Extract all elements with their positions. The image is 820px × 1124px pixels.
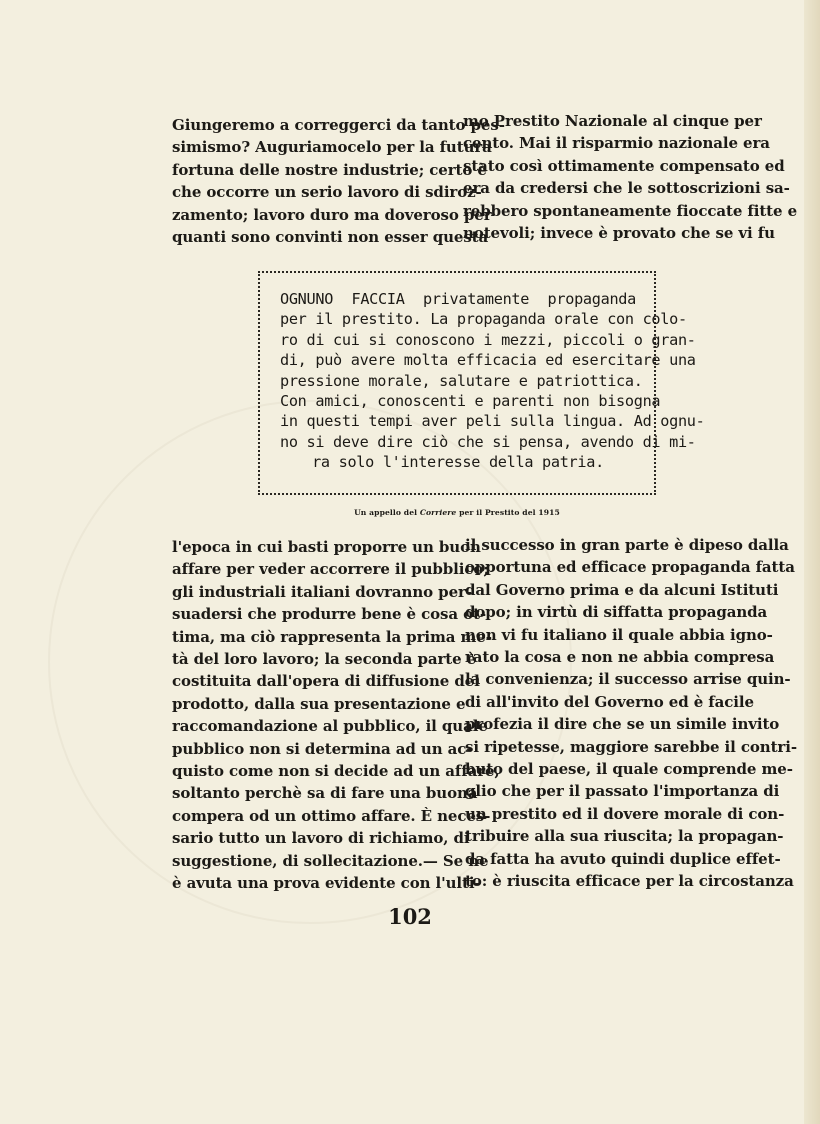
- text-line: che occorre un serio lavoro di sdiroz-: [172, 183, 482, 202]
- text-line: prodotto, dalla sua presentazione e: [172, 694, 466, 713]
- text-line: stato così ottimamente compensato ed: [463, 156, 785, 175]
- text-line: raccomandazione al pubblico, il quale: [172, 717, 488, 736]
- text-line: dal Governo prima e da alcuni Istituti: [465, 580, 779, 599]
- text-line: dopo; in virtù di siffatta propaganda: [465, 603, 768, 622]
- text-line: Giungeremo a correggerci da tanto pes-: [172, 116, 505, 134]
- text-line: l'epoca in cui basti proporre un buon: [172, 538, 481, 556]
- text-line: non vi fu italiano il quale abbia igno-: [465, 625, 773, 644]
- page-edge: [804, 0, 820, 1124]
- text-line: si ripetesse, maggiore sarebbe il contri-: [465, 737, 797, 756]
- caption-newspaper-name: Corriere: [419, 508, 457, 517]
- text-line: affare per veder accorrere il pubblico;: [172, 560, 489, 579]
- text-column-top-right: [463, 110, 798, 244]
- text-line: da fatta ha avuto quindi duplice effet-: [465, 849, 781, 868]
- text-line: simismo? Auguriamocelo per la futura: [172, 138, 492, 157]
- text-line: un prestito ed il dovere morale di con-: [465, 804, 785, 823]
- text-column-bottom-right: [465, 534, 797, 893]
- text-line: mo Prestito Nazionale al cinque per: [463, 112, 762, 130]
- text-line: tribuire alla sua riuscita; la propagan-: [465, 827, 784, 846]
- page-number: 102: [388, 904, 432, 929]
- text-line: gli industriali italiani dovranno per-: [172, 582, 472, 601]
- appeal-line: in questi tempi aver peli sulla lingua. Ad ognu-: [280, 412, 705, 431]
- appeal-line: no si deve dire ciò che si pensa, avendo di mi-: [280, 432, 696, 451]
- appeal-line: pressione morale, salutare e patriottica.: [280, 371, 643, 390]
- text-line: cento. Mai il risparmio nazionale era: [463, 134, 770, 153]
- text-line: sario tutto un lavoro di richiamo, di: [172, 829, 470, 848]
- text-line: quanti sono convinti non esser questa: [172, 228, 489, 247]
- text-line: pubblico non si determina ad un ac-: [172, 739, 473, 758]
- propaganda-appeal-box: [258, 271, 705, 495]
- text-line: compera od un ottimo affare. È neces-: [172, 806, 491, 825]
- text-line: zamento; lavoro duro ma doveroso per: [172, 205, 492, 224]
- appeal-line: Con amici, conoscenti e parenti non bisogna: [280, 392, 661, 411]
- text-line: buto del paese, il quale comprende me-: [465, 760, 793, 779]
- appeal-line: di, può avere molta efficacia ed esercitare una: [280, 351, 696, 370]
- text-line: fortuna delle nostre industrie; certo è: [172, 160, 487, 179]
- appeal-line: per il prestito. La propaganda orale con colo-: [280, 310, 687, 329]
- text-line: il successo in gran parte è dipeso dalla: [465, 536, 789, 554]
- text-line: di all'invito del Governo ed è facile: [465, 692, 754, 711]
- text-line: profezia il dire che se un simile invito: [465, 715, 780, 734]
- caption-text: Un appello del: [354, 508, 420, 517]
- text-line: costituita dall'opera di diffusione del: [172, 672, 480, 691]
- appeal-line: ra solo l'interesse della patria.: [312, 453, 604, 472]
- text-line: è avuta una prova evidente con l'ulti-: [172, 874, 481, 893]
- text-line: glio che per il passato l'importanza di: [465, 782, 780, 801]
- text-line: quisto come non si decide ad un affare,: [172, 762, 500, 781]
- text-line: suggestione, di sollecitazione.— Se ne: [172, 851, 489, 870]
- text-column-top-left: [172, 114, 505, 248]
- text-line: opportuna ed efficace propaganda fatta: [465, 558, 795, 577]
- text-line: suadersi che produrre bene è cosa ot-: [172, 605, 486, 624]
- text-line: rato la cosa e non ne abbia compresa: [465, 648, 775, 667]
- text-line: tima, ma ciò rappresenta la prima me-: [172, 627, 492, 646]
- caption-text: per il Prestito del 1915: [456, 508, 560, 517]
- text-line: to: è riuscita efficace per la circostanza: [465, 872, 794, 891]
- appeal-line: ro di cui si conoscono i mezzi, piccoli o gran-: [280, 330, 696, 349]
- text-line: notevoli; invece è provato che se vi fu: [463, 224, 775, 243]
- text-line: soltanto perchè sa di fare una buona: [172, 784, 478, 803]
- appeal-text: [280, 289, 705, 473]
- figure-caption: [258, 508, 656, 517]
- text-line: era da credersi che le sottoscrizioni sa-: [463, 179, 790, 198]
- text-line: tà del loro lavoro; la seconda parte è: [172, 650, 477, 669]
- text-column-bottom-left: [172, 536, 500, 895]
- text-line: rebbero spontaneamente fioccate fitte e: [463, 201, 798, 220]
- text-line: la convenienza; il successo arrise quin-: [465, 670, 791, 689]
- appeal-line: OGNUNO FACCIA privatamente propaganda: [280, 290, 636, 308]
